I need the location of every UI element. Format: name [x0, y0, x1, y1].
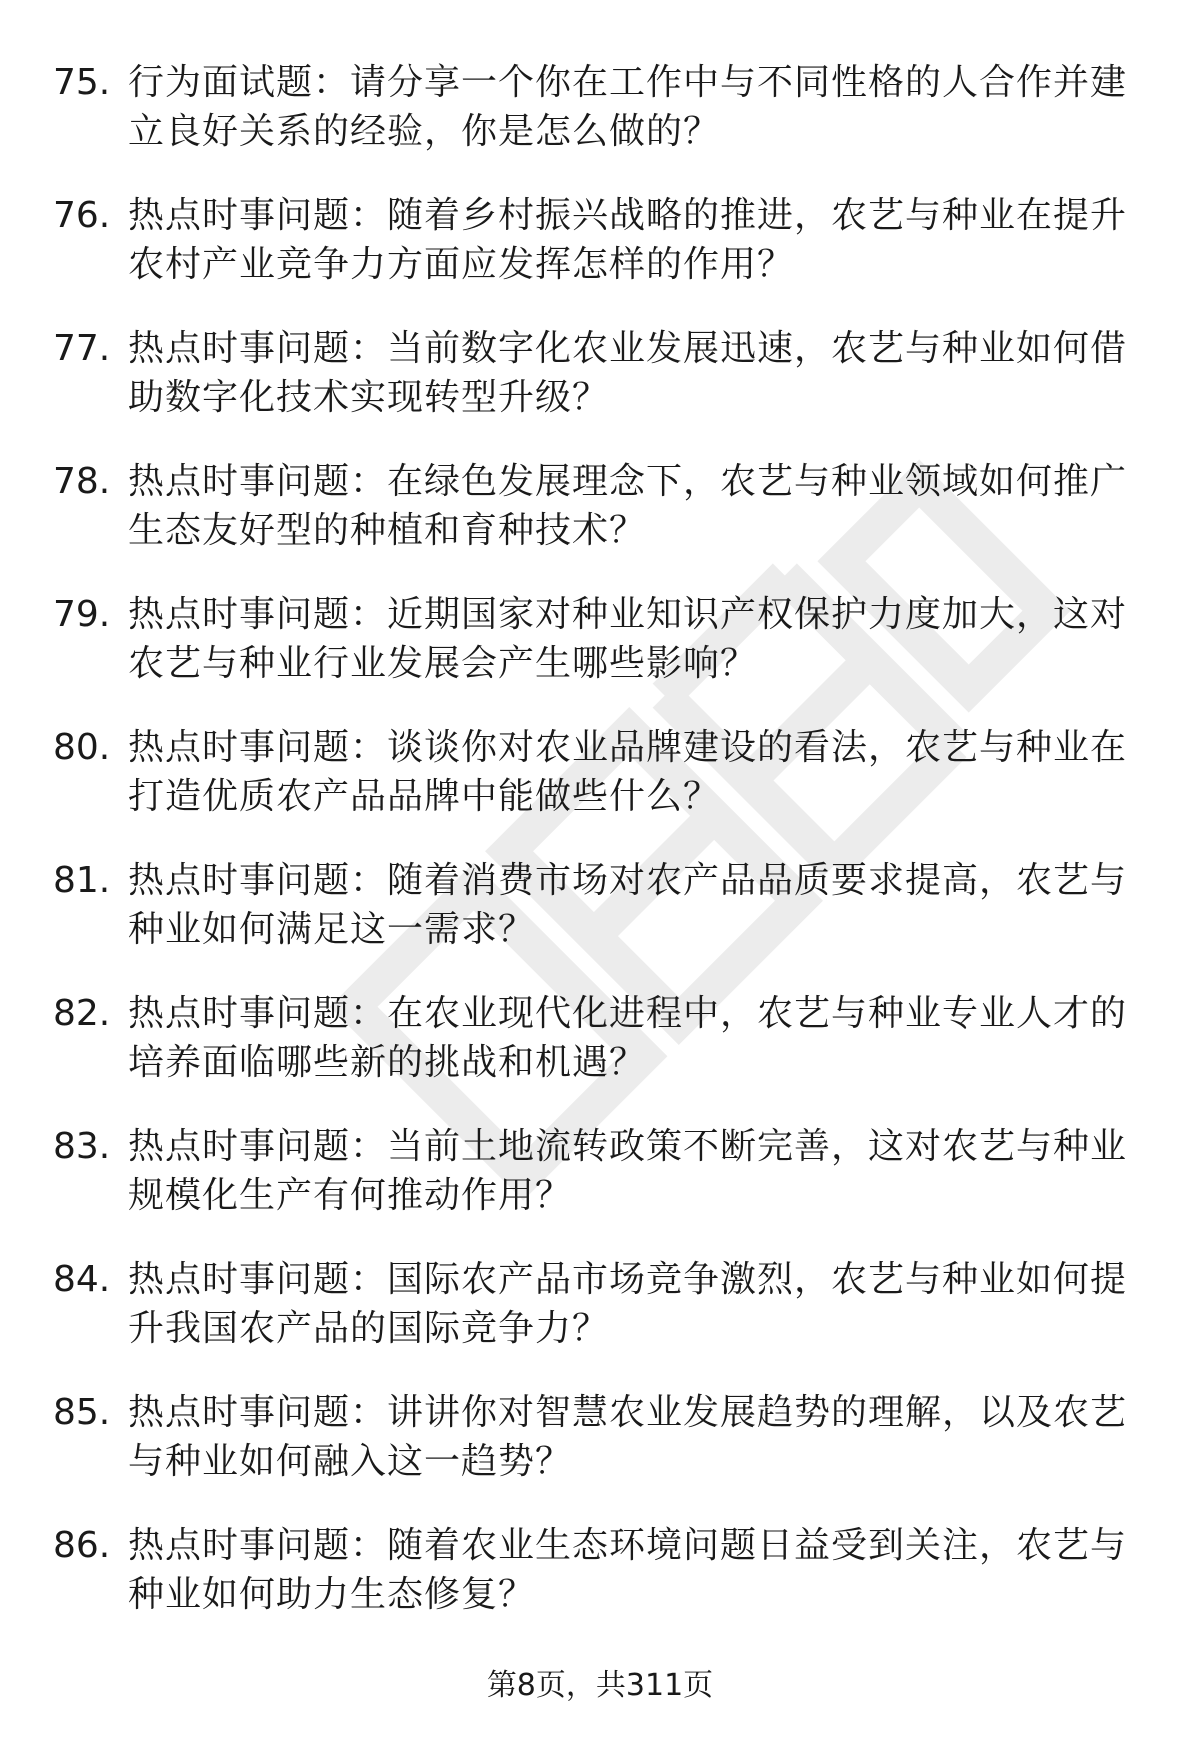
list-item — [0, 1255, 1200, 1388]
list-item — [0, 457, 1200, 590]
list-item — [0, 590, 1200, 723]
list-item — [0, 58, 1200, 191]
question-text: 热点时事问题：随着农业生态环境问题日益受到关注，农艺与种业如何助力生态修复？ — [128, 1525, 1128, 1615]
question-text: 热点时事问题：随着消费市场对农产品品质要求提高，农艺与种业如何满足这一需求？ — [128, 860, 1128, 950]
question-list — [0, 58, 1200, 1654]
question-number: 79. — [53, 594, 111, 635]
list-item — [0, 1521, 1200, 1654]
list-item — [0, 856, 1200, 989]
question-number: 80. — [53, 727, 111, 768]
question-number: 84. — [53, 1259, 111, 1300]
list-item — [0, 324, 1200, 457]
question-text: 热点时事问题：当前土地流转政策不断完善，这对农艺与种业规模化生产有何推动作用？ — [128, 1126, 1128, 1216]
question-text: 热点时事问题：在农业现代化进程中，农艺与种业专业人才的培养面临哪些新的挑战和机遇？ — [128, 993, 1128, 1083]
list-item — [0, 723, 1200, 856]
question-text: 热点时事问题：讲讲你对智慧农业发展趋势的理解，以及农艺与种业如何融入这一趋势？ — [128, 1392, 1128, 1482]
question-number: 77. — [53, 328, 111, 369]
question-text: 热点时事问题：近期国家对种业知识产权保护力度加大，这对农艺与种业行业发展会产生哪些影响？ — [128, 594, 1128, 684]
question-number: 78. — [53, 461, 111, 502]
page-number-label: 第8页，共311页 — [486, 1668, 714, 1703]
list-item — [0, 989, 1200, 1122]
question-text: 热点时事问题：在绿色发展理念下，农艺与种业领域如何推广生态友好型的种植和育种技术？ — [128, 461, 1128, 551]
question-text: 行为面试题：请分享一个你在工作中与不同性格的人合作并建立良好关系的经验，你是怎么做的？ — [128, 62, 1128, 152]
question-number: 81. — [53, 860, 111, 901]
question-text: 热点时事问题：当前数字化农业发展迅速，农艺与种业如何借助数字化技术实现转型升级？ — [128, 328, 1128, 418]
page-footer — [0, 1666, 1200, 1706]
question-text: 热点时事问题：谈谈你对农业品牌建设的看法，农艺与种业在打造优质农产品品牌中能做些什么？ — [128, 727, 1128, 817]
question-number: 83. — [53, 1126, 111, 1167]
question-number: 82. — [53, 993, 111, 1034]
list-item — [0, 1388, 1200, 1521]
question-text: 热点时事问题：随着乡村振兴战略的推进，农艺与种业在提升农村产业竞争力方面应发挥怎样的作用？ — [128, 195, 1128, 285]
question-number: 86. — [53, 1525, 111, 1566]
question-number: 85. — [53, 1392, 111, 1433]
question-number: 75. — [53, 62, 111, 103]
question-number: 76. — [53, 195, 111, 236]
list-item — [0, 1122, 1200, 1255]
question-text: 热点时事问题：国际农产品市场竞争激烈，农艺与种业如何提升我国农产品的国际竞争力？ — [128, 1259, 1128, 1349]
list-item — [0, 191, 1200, 324]
